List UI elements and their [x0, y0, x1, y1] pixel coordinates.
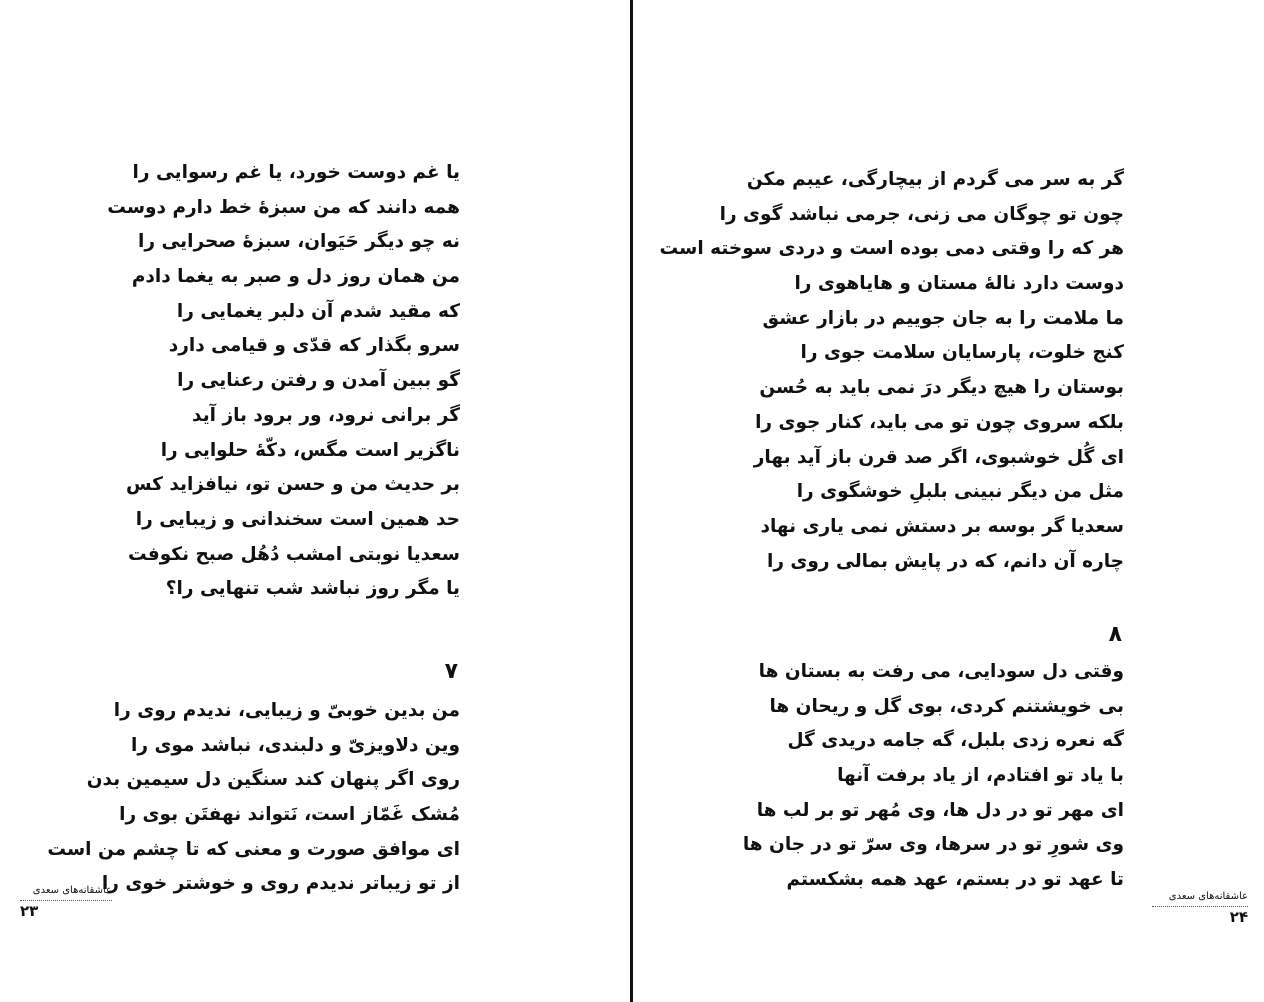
poem-line: ای موافق صورت و معنی که تا چشم من است [47, 838, 460, 860]
page-number: ۲۳ [20, 902, 39, 920]
book-gutter [630, 0, 633, 1002]
poem-line: هر که را وقتی دمی بوده است و دردی سوخته است [659, 238, 1124, 260]
right-continued-poem [660, 163, 1124, 579]
poem-line: سعدیا گر بوسه بر دستش نمی یاری نهاد [760, 515, 1124, 537]
poem-line: گر به سر می گردم از بیچارگی، عیبم مکن [746, 169, 1124, 190]
left-continued-poem [107, 156, 460, 607]
poem-line: همه دانند که من سبزهٔ خط دارم دوست [107, 196, 460, 218]
poem-line: ما ملامت را به جان جوییم در بازار عشق [762, 307, 1124, 329]
poem-line: روی اگر پنهان کند سنگین دل سیمین بدن [86, 769, 460, 791]
poem-line: دوست دارد نالهٔ مستان و هایاهوی را [794, 273, 1124, 295]
poem-line: کنج خلوت، پارسایان سلامت جوی را [800, 342, 1124, 364]
poem-line: بی خویشتنم کردی، بوی گل و ریحان ها [769, 695, 1124, 717]
poem-line: نه چو دیگر حَیَوان، سبزهٔ صحرایی را [138, 231, 460, 253]
section-number: ۸ [1108, 622, 1122, 647]
poem-line: وی شورِ تو در سرها، وی سرّ تو در جان ها [742, 834, 1124, 856]
poem-line: ناگزیر است مگس، دکّهٔ حلوایی را [160, 439, 460, 461]
poem-line: وین دلاویزیّ و دلبندی، نباشد موی را [131, 734, 460, 756]
poem-line: چون تو چوگان می زنی، جرمی نباشد گوی را [719, 203, 1124, 225]
poem-line: از تو زیباتر ندیدم روی و خوشتر خوی را [101, 873, 460, 895]
poem-line: حد همین است سخندانی و زیبایی را [135, 508, 460, 530]
poem-line: با یاد تو افتادم، از یاد برفت آنها [837, 765, 1124, 787]
poem-line: ای گُل خوشبوی، اگر صد قرن باز آید بهار [753, 446, 1124, 468]
poem-line: چاره آن دانم، که در پایش بمالی روی را [767, 550, 1124, 572]
poem-line: سرو بگذار که قدّی و قیامی دارد [168, 335, 460, 357]
book-title: عاشقانه‌های سعدی [1152, 890, 1248, 907]
poem-line: وقتی دل سودایی، می رفت به بستان ها [758, 661, 1124, 682]
poem-line: گو ببین آمدن و رفتن رعنایی را [177, 370, 460, 392]
page-footer [1152, 890, 1248, 926]
poem-line: ای مهر تو در دل ها، وی مُهر تو بر لب ها [756, 799, 1124, 821]
poem-line: که مقید شدم آن دلبر یغمایی را [176, 300, 460, 322]
poem-line: گه نعره زدی بلبل، گه جامه دریدی گل [787, 730, 1124, 752]
poem-line: مثل من دیگر نبینی بلبلِ خوشگوی را [796, 481, 1124, 503]
right-section-poem [743, 655, 1124, 898]
poem-line: بوستان را هیچ دیگر درَ نمی باید به حُسن [759, 377, 1124, 399]
poem-line: من همان روز دل و صبر به یغما دادم [131, 266, 460, 288]
poem-line: بر حدیث من و حسن تو، نیافزاید کس [125, 474, 460, 496]
poem-line: من بدین خوبیّ و زیبایی، ندیدم روی را [113, 700, 460, 721]
section-number: ۷ [444, 659, 458, 684]
poem-line: تا عهد تو در بستم، عهد همه بشکستم [786, 869, 1124, 891]
poem-line: سعدیا نوبتی امشب دُهُل صبح نکوفت [128, 543, 460, 565]
left-page [0, 0, 630, 1002]
left-section-poem [47, 694, 460, 902]
poem-line: گر برانی نرود، ور برود باز آید [192, 404, 460, 426]
poem-line: بلکه سروی چون تو می باید، کنار جوی را [755, 411, 1124, 433]
poem-line: یا مگر روز نباشد شب تنهایی را؟ [165, 578, 460, 600]
poem-line: مُشک غَمّاز است، نَتواند نهفتَن بوی را [119, 804, 460, 826]
poem-line: یا غم دوست خورد، یا غم رسوایی را [132, 162, 460, 183]
page-footer [20, 884, 112, 920]
book-title: عاشقانه‌های سعدی [20, 884, 112, 901]
page-number: ۲۴ [1229, 908, 1248, 926]
right-page [634, 0, 1264, 1002]
